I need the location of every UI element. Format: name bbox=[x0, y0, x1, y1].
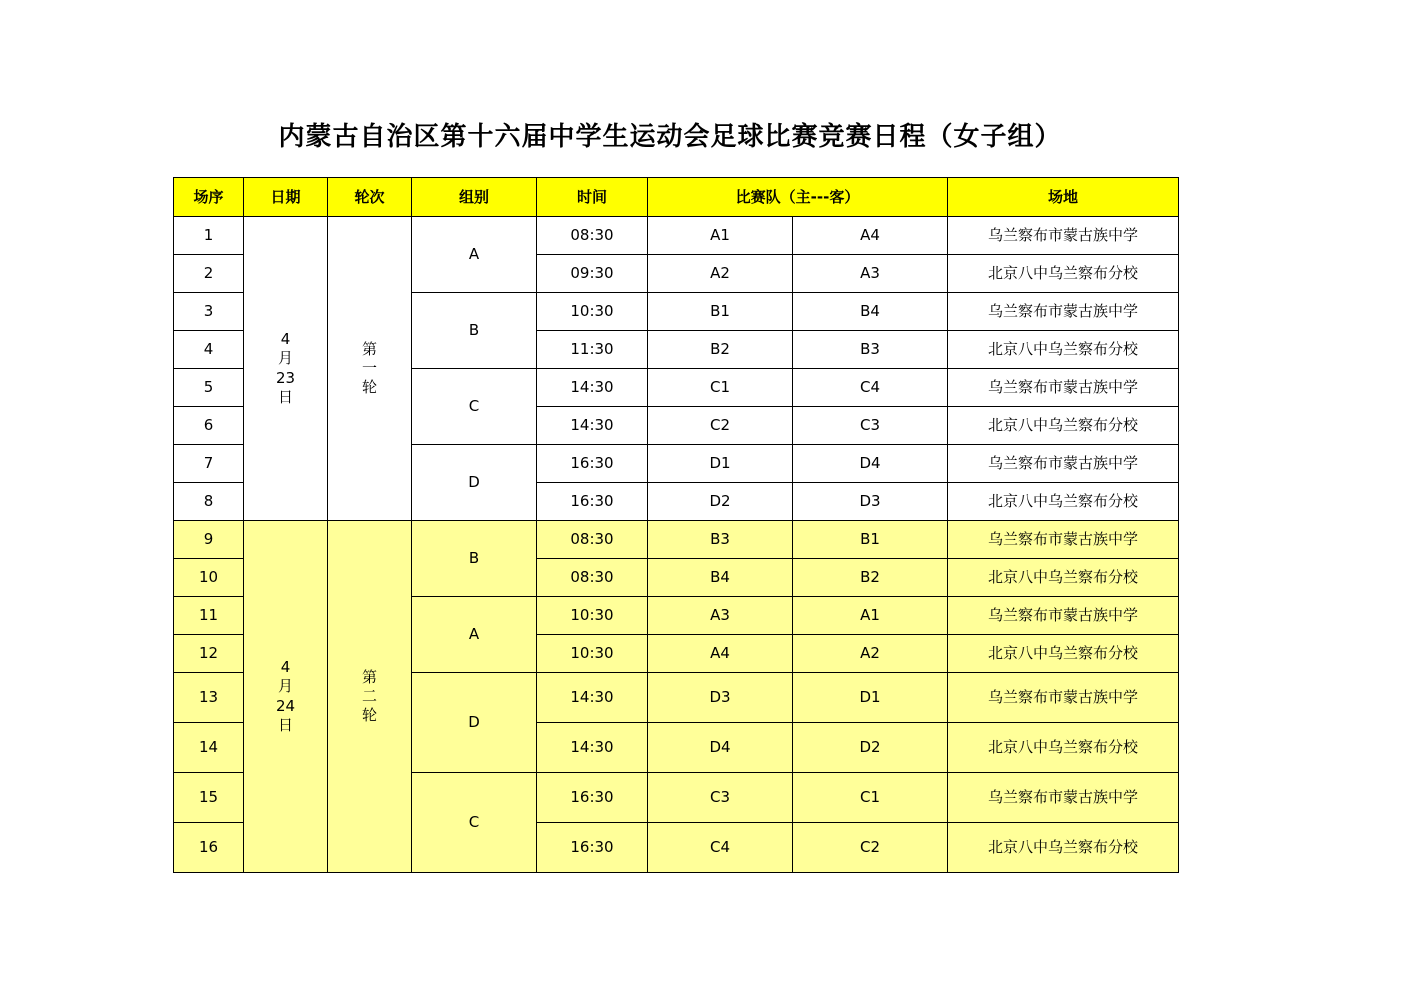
time-cell: 10:30 bbox=[537, 635, 648, 673]
away-team-cell: D3 bbox=[793, 483, 948, 521]
round-line: 轮 bbox=[361, 706, 377, 725]
venue-cell: 北京八中乌兰察布分校 bbox=[948, 407, 1179, 445]
seq-cell: 12 bbox=[174, 635, 244, 673]
away-team-cell: B4 bbox=[793, 293, 948, 331]
venue-cell: 北京八中乌兰察布分校 bbox=[948, 559, 1179, 597]
seq-cell: 9 bbox=[174, 521, 244, 559]
seq-cell: 16 bbox=[174, 823, 244, 873]
away-team-cell: D2 bbox=[793, 723, 948, 773]
time-cell: 11:30 bbox=[537, 331, 648, 369]
time-cell: 16:30 bbox=[537, 483, 648, 521]
header-round: 轮次 bbox=[328, 178, 412, 217]
header-row bbox=[174, 178, 1179, 217]
round-line: 轮 bbox=[361, 378, 377, 397]
venue-cell: 乌兰察布市蒙古族中学 bbox=[948, 521, 1179, 559]
home-team-cell: B2 bbox=[648, 331, 793, 369]
away-team-cell: B3 bbox=[793, 331, 948, 369]
venue-cell: 乌兰察布市蒙古族中学 bbox=[948, 369, 1179, 407]
seq-cell: 13 bbox=[174, 673, 244, 723]
away-team-cell: B1 bbox=[793, 521, 948, 559]
date-line: 月 bbox=[277, 349, 293, 368]
header-group: 组别 bbox=[412, 178, 537, 217]
seq-cell: 11 bbox=[174, 597, 244, 635]
venue-cell: 乌兰察布市蒙古族中学 bbox=[948, 445, 1179, 483]
away-team-cell: A4 bbox=[793, 217, 948, 255]
group-cell: C bbox=[412, 773, 537, 873]
home-team-cell: C4 bbox=[648, 823, 793, 873]
round-line: 一 bbox=[361, 358, 377, 377]
home-team-cell: C3 bbox=[648, 773, 793, 823]
date-line: 日 bbox=[277, 387, 293, 406]
round-cell bbox=[328, 217, 412, 521]
home-team-cell: C1 bbox=[648, 369, 793, 407]
time-cell: 14:30 bbox=[537, 673, 648, 723]
schedule-table bbox=[173, 177, 1179, 873]
venue-cell: 北京八中乌兰察布分校 bbox=[948, 483, 1179, 521]
date-cell bbox=[244, 521, 328, 873]
home-team-cell: B1 bbox=[648, 293, 793, 331]
venue-cell: 北京八中乌兰察布分校 bbox=[948, 255, 1179, 293]
venue-cell: 北京八中乌兰察布分校 bbox=[948, 823, 1179, 873]
table-row bbox=[174, 217, 1179, 255]
away-team-cell: C1 bbox=[793, 773, 948, 823]
date-cell bbox=[244, 217, 328, 521]
home-team-cell: D1 bbox=[648, 445, 793, 483]
group-cell: A bbox=[412, 217, 537, 293]
date-line: 月 bbox=[277, 677, 293, 696]
seq-cell: 7 bbox=[174, 445, 244, 483]
home-team-cell: A3 bbox=[648, 597, 793, 635]
venue-cell: 乌兰察布市蒙古族中学 bbox=[948, 597, 1179, 635]
home-team-cell: A4 bbox=[648, 635, 793, 673]
group-cell: D bbox=[412, 445, 537, 521]
time-cell: 08:30 bbox=[537, 521, 648, 559]
home-team-cell: A2 bbox=[648, 255, 793, 293]
away-team-cell: B2 bbox=[793, 559, 948, 597]
date-line: 23 bbox=[275, 368, 296, 387]
seq-cell: 6 bbox=[174, 407, 244, 445]
time-cell: 09:30 bbox=[537, 255, 648, 293]
away-team-cell: D4 bbox=[793, 445, 948, 483]
seq-cell: 14 bbox=[174, 723, 244, 773]
venue-cell: 乌兰察布市蒙古族中学 bbox=[948, 773, 1179, 823]
away-team-cell: C3 bbox=[793, 407, 948, 445]
group-cell: B bbox=[412, 293, 537, 369]
seq-cell: 3 bbox=[174, 293, 244, 331]
date-line: 24 bbox=[275, 696, 296, 715]
away-team-cell: C2 bbox=[793, 823, 948, 873]
venue-cell: 北京八中乌兰察布分校 bbox=[948, 723, 1179, 773]
time-cell: 10:30 bbox=[537, 597, 648, 635]
group-cell: D bbox=[412, 673, 537, 773]
date-line: 4 bbox=[280, 330, 291, 349]
seq-cell: 8 bbox=[174, 483, 244, 521]
time-cell: 14:30 bbox=[537, 723, 648, 773]
away-team-cell: D1 bbox=[793, 673, 948, 723]
time-cell: 08:30 bbox=[537, 217, 648, 255]
home-team-cell: A1 bbox=[648, 217, 793, 255]
header-time: 时间 bbox=[537, 178, 648, 217]
seq-cell: 15 bbox=[174, 773, 244, 823]
group-cell: A bbox=[412, 597, 537, 673]
home-team-cell: B3 bbox=[648, 521, 793, 559]
header-teams: 比赛队（主---客） bbox=[648, 178, 948, 217]
venue-cell: 乌兰察布市蒙古族中学 bbox=[948, 673, 1179, 723]
seq-cell: 5 bbox=[174, 369, 244, 407]
seq-cell: 2 bbox=[174, 255, 244, 293]
time-cell: 16:30 bbox=[537, 773, 648, 823]
home-team-cell: D4 bbox=[648, 723, 793, 773]
header-venue: 场地 bbox=[948, 178, 1179, 217]
time-cell: 08:30 bbox=[537, 559, 648, 597]
time-cell: 16:30 bbox=[537, 823, 648, 873]
home-team-cell: B4 bbox=[648, 559, 793, 597]
round-cell bbox=[328, 521, 412, 873]
venue-cell: 乌兰察布市蒙古族中学 bbox=[948, 293, 1179, 331]
time-cell: 10:30 bbox=[537, 293, 648, 331]
away-team-cell: C4 bbox=[793, 369, 948, 407]
page-title: 内蒙古自治区第十六届中学生运动会足球比赛竞赛日程（女子组） bbox=[278, 122, 1062, 152]
away-team-cell: A3 bbox=[793, 255, 948, 293]
home-team-cell: C2 bbox=[648, 407, 793, 445]
venue-cell: 乌兰察布市蒙古族中学 bbox=[948, 217, 1179, 255]
seq-cell: 1 bbox=[174, 217, 244, 255]
header-seq: 场序 bbox=[174, 178, 244, 217]
home-team-cell: D3 bbox=[648, 673, 793, 723]
header-date: 日期 bbox=[244, 178, 328, 217]
group-cell: C bbox=[412, 369, 537, 445]
group-cell: B bbox=[412, 521, 537, 597]
time-cell: 14:30 bbox=[537, 369, 648, 407]
seq-cell: 10 bbox=[174, 559, 244, 597]
seq-cell: 4 bbox=[174, 331, 244, 369]
away-team-cell: A1 bbox=[793, 597, 948, 635]
away-team-cell: A2 bbox=[793, 635, 948, 673]
time-cell: 14:30 bbox=[537, 407, 648, 445]
home-team-cell: D2 bbox=[648, 483, 793, 521]
venue-cell: 北京八中乌兰察布分校 bbox=[948, 635, 1179, 673]
table-row bbox=[174, 521, 1179, 559]
round-line: 第 bbox=[361, 339, 377, 358]
date-line: 4 bbox=[280, 658, 291, 677]
date-line: 日 bbox=[277, 715, 293, 734]
venue-cell: 北京八中乌兰察布分校 bbox=[948, 331, 1179, 369]
time-cell: 16:30 bbox=[537, 445, 648, 483]
round-line: 第 bbox=[361, 667, 377, 686]
round-line: 二 bbox=[361, 686, 377, 705]
